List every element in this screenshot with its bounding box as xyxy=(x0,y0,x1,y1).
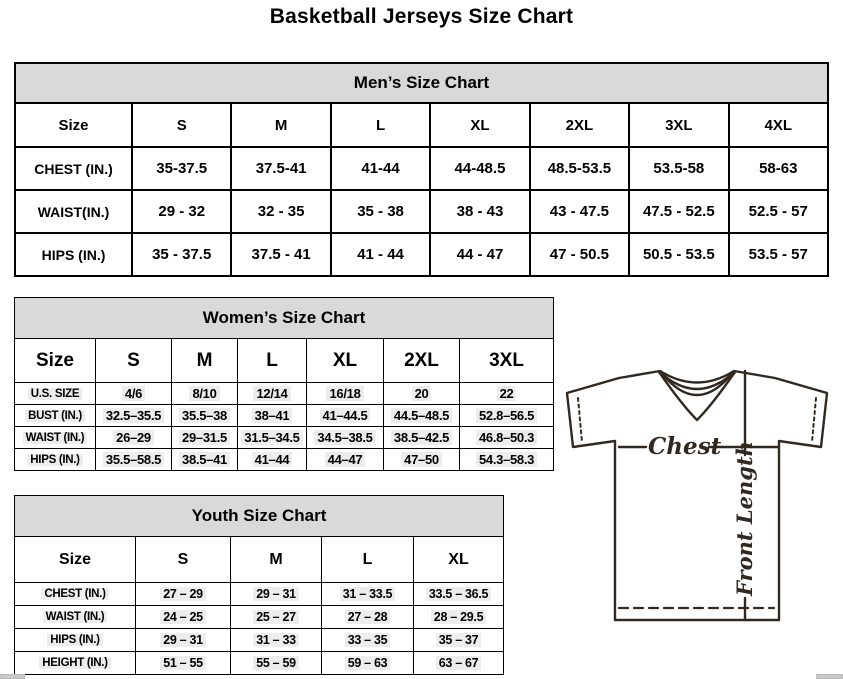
column-header: 4XL xyxy=(729,103,828,147)
column-header: XL xyxy=(430,103,529,147)
size-value-cell: 37.5 - 41 xyxy=(231,233,330,276)
size-value-cell: 52.8–56.5 xyxy=(460,405,554,427)
size-value-cell: 52.5 - 57 xyxy=(729,190,828,233)
size-value-cell: 35.5–58.5 xyxy=(96,449,172,471)
row-label: HEIGHT (IN.) xyxy=(15,652,136,675)
size-value-cell: 43 - 47.5 xyxy=(530,190,629,233)
column-header: S xyxy=(136,537,231,583)
size-value-cell: 35 – 37 xyxy=(414,629,504,652)
size-value-cell: 38–41 xyxy=(238,405,307,427)
size-value-cell: 44–47 xyxy=(307,449,384,471)
column-header: 3XL xyxy=(460,339,554,383)
column-header: M xyxy=(231,537,322,583)
row-label: CHEST (IN.) xyxy=(15,147,132,190)
size-value-cell: 22 xyxy=(460,383,554,405)
jersey-measurement-diagram xyxy=(555,358,843,677)
size-value-cell: 31 – 33 xyxy=(231,629,322,652)
column-header: L xyxy=(331,103,430,147)
table-row xyxy=(15,652,504,675)
front-length-label: Front Length xyxy=(732,441,757,596)
size-value-cell: 47–50 xyxy=(384,449,460,471)
size-value-cell: 58-63 xyxy=(729,147,828,190)
size-value-cell: 47 - 50.5 xyxy=(530,233,629,276)
size-value-cell: 26–29 xyxy=(96,427,172,449)
column-header: M xyxy=(231,103,330,147)
table-row xyxy=(15,583,504,606)
column-header: 2XL xyxy=(530,103,629,147)
size-value-cell: 41 - 44 xyxy=(331,233,430,276)
size-value-cell: 16/18 xyxy=(307,383,384,405)
chest-label: Chest xyxy=(648,433,722,460)
size-value-cell: 25 – 27 xyxy=(231,606,322,629)
column-header: L xyxy=(322,537,414,583)
size-value-cell: 35.5–38 xyxy=(172,405,238,427)
column-header: Size xyxy=(15,103,132,147)
size-value-cell: 24 – 25 xyxy=(136,606,231,629)
table-row xyxy=(15,383,554,405)
row-label: U.S. SIZE xyxy=(15,383,96,405)
table-row xyxy=(15,190,828,233)
table-row xyxy=(15,449,554,471)
size-value-cell: 35-37.5 xyxy=(132,147,231,190)
column-header: XL xyxy=(414,537,504,583)
size-value-cell: 46.8–50.3 xyxy=(460,427,554,449)
scrollbar-fragment-left[interactable] xyxy=(0,674,25,679)
size-value-cell: 35 - 37.5 xyxy=(132,233,231,276)
row-label: HIPS (IN.) xyxy=(15,233,132,276)
size-value-cell: 41–44 xyxy=(238,449,307,471)
size-value-cell: 34.5–38.5 xyxy=(307,427,384,449)
size-value-cell: 44 - 47 xyxy=(430,233,529,276)
size-value-cell: 31 – 33.5 xyxy=(322,583,414,606)
row-label: WAIST (IN.) xyxy=(15,427,96,449)
size-value-cell: 29 – 31 xyxy=(231,583,322,606)
column-header: 2XL xyxy=(384,339,460,383)
jersey-outline-drawing xyxy=(555,358,843,677)
size-value-cell: 20 xyxy=(384,383,460,405)
size-value-cell: 63 – 67 xyxy=(414,652,504,675)
size-value-cell: 38.5–42.5 xyxy=(384,427,460,449)
size-value-cell: 54.3–58.3 xyxy=(460,449,554,471)
size-value-cell: 33.5 – 36.5 xyxy=(414,583,504,606)
table-row xyxy=(15,233,828,276)
size-value-cell: 4/6 xyxy=(96,383,172,405)
table-title: Men’s Size Chart xyxy=(15,63,828,103)
size-value-cell: 44.5–48.5 xyxy=(384,405,460,427)
size-value-cell: 48.5-53.5 xyxy=(530,147,629,190)
size-value-cell: 38 - 43 xyxy=(430,190,529,233)
size-value-cell: 28 – 29.5 xyxy=(414,606,504,629)
row-label: HIPS (IN.) xyxy=(15,629,136,652)
size-value-cell: 59 – 63 xyxy=(322,652,414,675)
scrollbar-fragment-right[interactable] xyxy=(816,674,843,679)
womens-size-chart-table xyxy=(14,297,554,471)
column-header: XL xyxy=(307,339,384,383)
size-value-cell: 55 – 59 xyxy=(231,652,322,675)
size-value-cell: 8/10 xyxy=(172,383,238,405)
column-header: 3XL xyxy=(629,103,728,147)
table-row xyxy=(15,606,504,629)
size-value-cell: 32 - 35 xyxy=(231,190,330,233)
table-row xyxy=(15,405,554,427)
size-value-cell: 44-48.5 xyxy=(430,147,529,190)
column-header: Size xyxy=(15,339,96,383)
table-row xyxy=(15,147,828,190)
page-title: Basketball Jerseys Size Chart xyxy=(269,5,574,28)
size-value-cell: 41-44 xyxy=(331,147,430,190)
size-value-cell: 27 – 28 xyxy=(322,606,414,629)
table-row xyxy=(15,629,504,652)
row-label: BUST (IN.) xyxy=(15,405,96,427)
column-header: L xyxy=(238,339,307,383)
size-value-cell: 50.5 - 53.5 xyxy=(629,233,728,276)
table-title: Youth Size Chart xyxy=(15,496,504,537)
youth-size-chart-table xyxy=(14,495,504,675)
table-row xyxy=(15,427,554,449)
column-header: S xyxy=(132,103,231,147)
row-label: CHEST (IN.) xyxy=(15,583,136,606)
size-value-cell: 53.5 - 57 xyxy=(729,233,828,276)
row-label: HIPS (IN.) xyxy=(15,449,96,471)
size-value-cell: 31.5–34.5 xyxy=(238,427,307,449)
table-title: Women’s Size Chart xyxy=(15,298,554,339)
column-header: S xyxy=(96,339,172,383)
size-value-cell: 32.5–35.5 xyxy=(96,405,172,427)
size-value-cell: 29 – 31 xyxy=(136,629,231,652)
size-value-cell: 47.5 - 52.5 xyxy=(629,190,728,233)
size-value-cell: 38.5–41 xyxy=(172,449,238,471)
size-value-cell: 41–44.5 xyxy=(307,405,384,427)
size-value-cell: 35 - 38 xyxy=(331,190,430,233)
size-value-cell: 37.5-41 xyxy=(231,147,330,190)
size-value-cell: 29–31.5 xyxy=(172,427,238,449)
size-value-cell: 12/14 xyxy=(238,383,307,405)
size-value-cell: 53.5-58 xyxy=(629,147,728,190)
mens-size-chart-table xyxy=(14,62,829,277)
column-header: Size xyxy=(15,537,136,583)
size-value-cell: 29 - 32 xyxy=(132,190,231,233)
size-value-cell: 27 – 29 xyxy=(136,583,231,606)
row-label: WAIST (IN.) xyxy=(15,606,136,629)
size-value-cell: 51 – 55 xyxy=(136,652,231,675)
column-header: M xyxy=(172,339,238,383)
row-label: WAIST(IN.) xyxy=(15,190,132,233)
size-value-cell: 33 – 35 xyxy=(322,629,414,652)
